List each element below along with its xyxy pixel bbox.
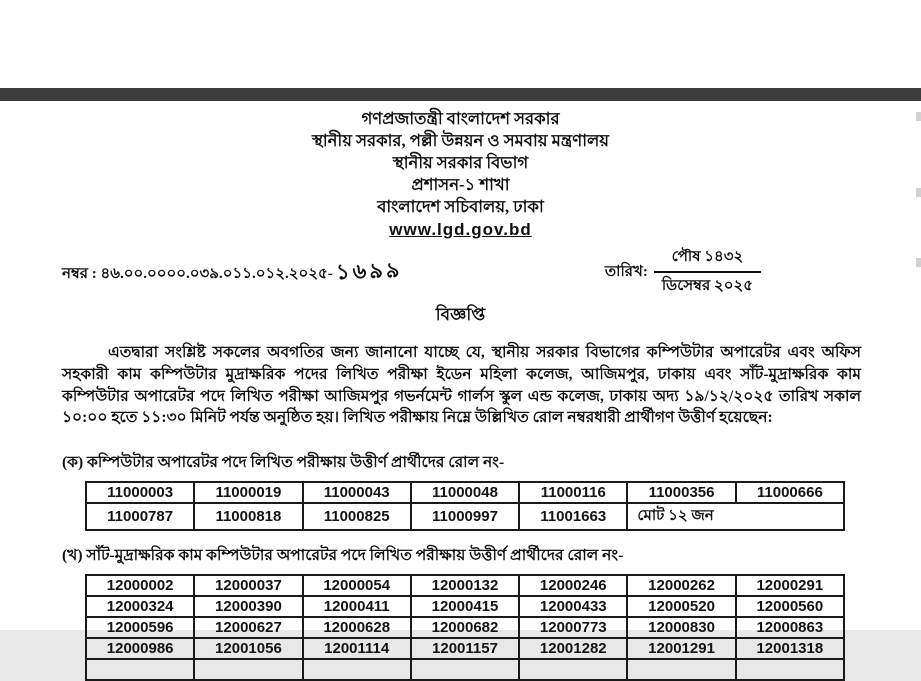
roll-number-cell: 11001663 xyxy=(519,503,627,530)
roll-number-cell: 12001282 xyxy=(519,638,627,659)
date-label: তারিখ: xyxy=(604,263,648,280)
roll-number-cell: 11000019 xyxy=(194,482,302,503)
roll-number-cell: 11000997 xyxy=(411,503,519,530)
memo-number-handwritten: ১৬৯৯ xyxy=(335,257,403,284)
roll-number-cell: 12000863 xyxy=(736,617,844,638)
total-count-cell: মোট ১২ জন xyxy=(627,503,844,530)
roll-number-cell: 12000682 xyxy=(411,617,519,638)
empty-cell xyxy=(411,659,519,680)
letterhead-division: স্থানীয় সরকার বিভাগ xyxy=(392,153,529,172)
table-row xyxy=(86,482,844,503)
roll-number-cell: 12000773 xyxy=(519,617,627,638)
table-row xyxy=(86,575,844,596)
roll-number-cell: 11000048 xyxy=(411,482,519,503)
letterhead-government: গণপ্রজাতন্ত্রী বাংলাদেশ সরকার xyxy=(361,109,560,128)
date-gregorian: ডিসেম্বর ২০২৫ xyxy=(654,271,761,299)
memo-number xyxy=(62,255,402,290)
roll-number-cell: 12001056 xyxy=(194,638,302,659)
scan-edge-band xyxy=(0,88,921,101)
date-fraction xyxy=(654,245,761,299)
roll-number-cell: 12000291 xyxy=(736,575,844,596)
roll-number-cell: 11000116 xyxy=(519,482,627,503)
table-row xyxy=(86,659,844,680)
roll-number-cell: 12000390 xyxy=(194,596,302,617)
roll-number-cell: 12000002 xyxy=(86,575,194,596)
roll-number-cell: 12000986 xyxy=(86,638,194,659)
roll-number-cell: 12000246 xyxy=(519,575,627,596)
roll-table-computer-operator xyxy=(85,481,845,531)
roll-number-cell: 12000324 xyxy=(86,596,194,617)
website-link: www.lgd.gov.bd xyxy=(389,220,532,239)
roll-number-cell: 11000356 xyxy=(627,482,735,503)
roll-number-cell: 11000787 xyxy=(86,503,194,530)
letterhead xyxy=(0,101,921,241)
letterhead-section: প্রশাসন-১ শাখা xyxy=(411,175,510,194)
roll-number-cell: 12000433 xyxy=(519,596,627,617)
empty-cell xyxy=(194,659,302,680)
empty-cell xyxy=(519,659,627,680)
roll-number-cell: 12001318 xyxy=(736,638,844,659)
roll-number-cell: 12000628 xyxy=(303,617,411,638)
document-body xyxy=(0,101,921,681)
section-ka-heading: (ক) কম্পিউটার অপারেটর পদে লিখিত পরীক্ষায় উত্তীর্ণ প্রার্থীদের রোল নং- xyxy=(62,454,505,472)
date-block xyxy=(605,245,761,299)
table-row xyxy=(86,503,844,530)
roll-number-cell: 12000560 xyxy=(736,596,844,617)
roll-number-cell: 12000415 xyxy=(411,596,519,617)
notice-body-paragraph: এতদ্বারা সংশ্লিষ্ট সকলের অবগতির জন্য জানানো যাচ্ছে যে, স্থানীয় সরকার বিভাগের কম্পিউটার অপারেটর এবং অফিস সহকারী কাম কম্পিউটার মুদ্রাক্ষরিক পদের লিখিত পরীক্ষা ইডেন মহিলা কলেজ, আজিমপুর, ঢাকায় এবং সাঁট-মুদ্রাক্ষরিক কাম কম্পিউটার অপারেটর পদে লিখিত পরীক্ষা আজিমপুর গভর্নমেন্ট গার্লস স্কুল এন্ড কলেজ, ঢাকায় অদ্য ১৯/১২/২০২৫ তারিখ সকাল ১০:০০ হতে ১১:৩০ মিনিট পর্যন্ত অনুষ্ঠিত হয়। লিখিত পরীক্ষায় নিম্নে উল্লিখিত রোল নম্বরধারী প্রার্থীগণ উত্তীর্ণ হয়েছেন: xyxy=(62,344,861,427)
roll-number-cell: 12000830 xyxy=(627,617,735,638)
roll-number-cell: 12001157 xyxy=(411,638,519,659)
table-row xyxy=(86,617,844,638)
roll-number-cell: 11000003 xyxy=(86,482,194,503)
roll-number-cell: 12001291 xyxy=(627,638,735,659)
roll-table-steno-typist xyxy=(85,574,845,681)
letterhead-ministry: স্থানীয় সরকার, পল্লী উন্নয়ন ও সমবায় মন্ত্রণালয় xyxy=(311,131,610,150)
roll-number-cell: 12000132 xyxy=(411,575,519,596)
roll-number-cell: 12001114 xyxy=(303,638,411,659)
roll-number-cell: 12000627 xyxy=(194,617,302,638)
roll-number-cell: 12000596 xyxy=(86,617,194,638)
table-row xyxy=(86,638,844,659)
date-bangla: পৌষ ১৪৩২ xyxy=(671,249,744,265)
roll-number-cell: 11000818 xyxy=(194,503,302,530)
empty-cell xyxy=(303,659,411,680)
table-row xyxy=(86,596,844,617)
notice-title: বিজ্ঞপ্তি xyxy=(435,305,486,324)
roll-number-cell: 11000825 xyxy=(303,503,411,530)
section-kha-heading: (খ) সাঁট-মুদ্রাক্ষরিক কাম কম্পিউটার অপারেটর পদে লিখিত পরীক্ষায় উত্তীর্ণ প্রার্থীদের রোল নং- xyxy=(62,547,624,565)
roll-number-cell: 11000043 xyxy=(303,482,411,503)
roll-number-cell: 11000666 xyxy=(736,482,844,503)
letterhead-address: বাংলাদেশ সচিবালয়, ঢাকা xyxy=(377,197,544,216)
empty-cell xyxy=(86,659,194,680)
roll-number-cell: 12000054 xyxy=(303,575,411,596)
roll-number-cell: 12000520 xyxy=(627,596,735,617)
empty-cell xyxy=(736,659,844,680)
roll-number-cell: 12000037 xyxy=(194,575,302,596)
empty-cell xyxy=(627,659,735,680)
roll-number-cell: 12000262 xyxy=(627,575,735,596)
roll-number-cell: 12000411 xyxy=(303,596,411,617)
memo-number-printed: নম্বর : ৪৬.০০.০০০০.০৩৯.০১১.০১২.২০২৫- xyxy=(62,265,333,282)
memo-row xyxy=(62,245,761,299)
